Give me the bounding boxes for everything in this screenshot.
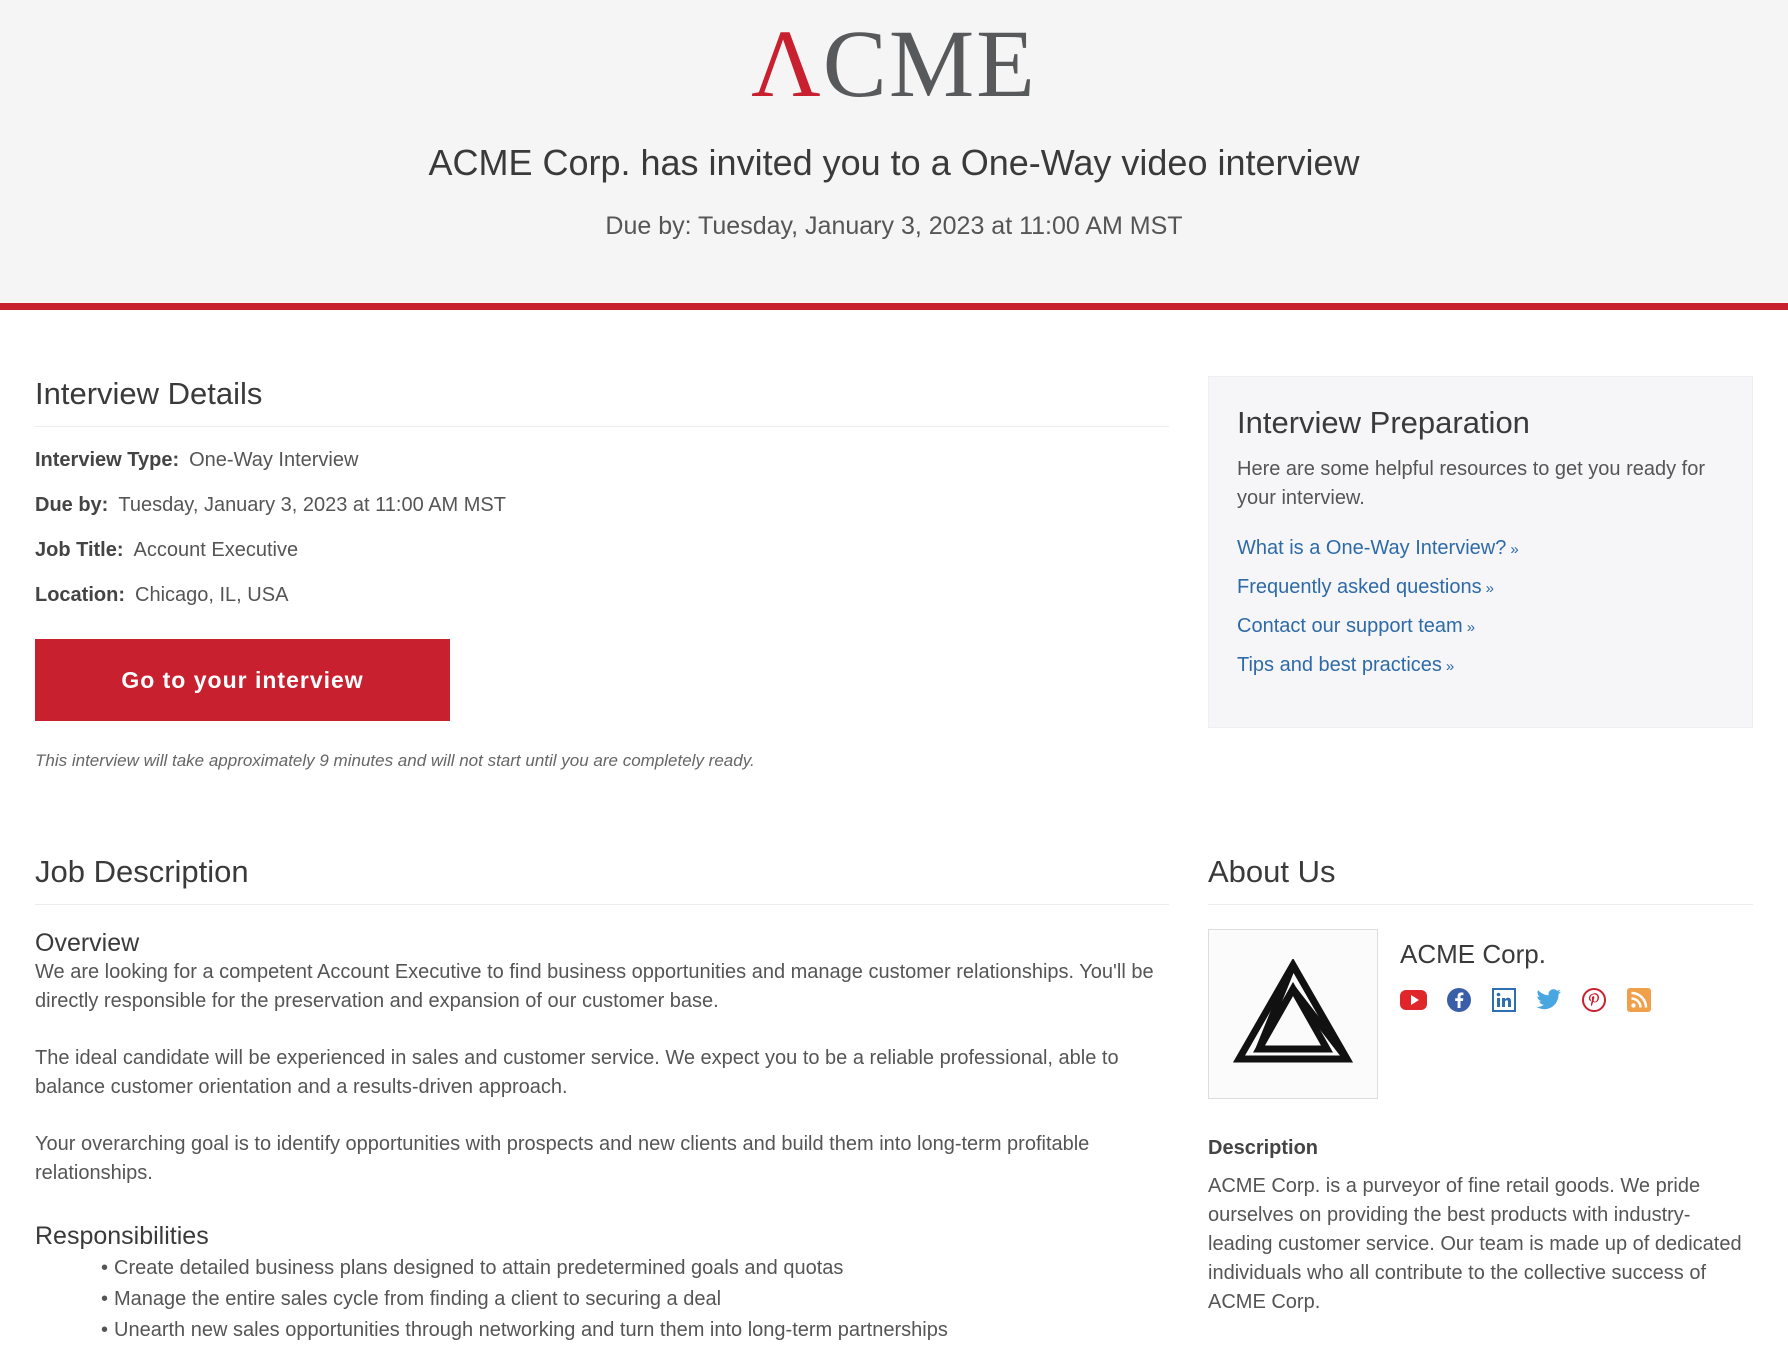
company-card (1208, 929, 1753, 1099)
overview-paragraph: We are looking for a competent Account Executive to find business opportunities and manage customer relationships. You'll be directly responsible for the preservation and expansion of our customer base. (35, 961, 1154, 1012)
interview-duration-note: This interview will take approximately 9 minutes and will not start until you are completely ready. (35, 751, 755, 770)
interview-details-title: Interview Details (35, 376, 1169, 427)
detail-due-by: Due by: Tuesday, January 3, 2023 at 11:00 AM MST (35, 494, 506, 516)
overview-paragraph: The ideal candidate will be experienced in sales and customer service. We expect you to be a reliable professional, able to balance customer orientation and a results-driven approach. (35, 1047, 1119, 1098)
list-item: • Unearth new sales opportunities through networking and turn them into long-term partnerships (101, 1315, 1169, 1346)
company-info (1400, 929, 1652, 1099)
youtube-icon[interactable] (1400, 986, 1427, 1013)
detail-location: Location: Chicago, IL, USA (35, 584, 289, 606)
detail-interview-type: Interview Type: One-Way Interview (35, 449, 359, 471)
link-what-is-one-way-interview[interactable]: What is a One-Way Interview? » (1237, 537, 1519, 559)
go-to-interview-button[interactable]: Go to your interview (35, 639, 450, 721)
description-label: Description (1208, 1137, 1319, 1159)
rss-icon[interactable] (1625, 986, 1652, 1013)
main-content (0, 310, 1788, 1356)
overview-paragraph: Your overarching goal is to identify opportunities with prospects and new clients and build them into long-term profitable relationships. (35, 1133, 1090, 1184)
about-us-title: About Us (1208, 854, 1753, 905)
link-tips-best-practices[interactable]: Tips and best practices » (1237, 654, 1455, 676)
acme-logo: ΛCME (751, 10, 1037, 117)
responsibilities-list (35, 1253, 1169, 1346)
job-description-title: Job Description (35, 854, 1169, 905)
social-links (1400, 986, 1652, 1013)
facebook-icon[interactable] (1445, 986, 1472, 1013)
detail-job-title: Job Title: Account Executive (35, 539, 299, 561)
overview-title: Overview (35, 929, 140, 957)
list-item: • Manage the entire sales cycle from finding a client to securing a deal (101, 1284, 1169, 1315)
about-us-section (1208, 854, 1753, 1317)
responsibilities-title: Responsibilities (35, 1222, 209, 1250)
header-due-date: Due by: Tuesday, January 3, 2023 at 11:00 AM MST (605, 212, 1183, 240)
linkedin-icon[interactable] (1490, 986, 1517, 1013)
job-description-section (35, 854, 1169, 1346)
pinterest-icon[interactable] (1580, 986, 1607, 1013)
preparation-box (1208, 376, 1753, 728)
page-header (0, 0, 1788, 310)
preparation-title: Interview Preparation (1237, 405, 1530, 440)
link-contact-support[interactable]: Contact our support team » (1237, 615, 1476, 637)
company-name: ACME Corp. (1400, 939, 1546, 969)
invite-headline: ACME Corp. has invited you to a One-Way video interview (428, 142, 1360, 183)
list-item: • Create detailed business plans designed to attain predetermined goals and quotas (101, 1253, 1169, 1284)
link-faq[interactable]: Frequently asked questions » (1237, 576, 1494, 598)
preparation-intro: Here are some helpful resources to get you ready for your interview. (1237, 458, 1706, 509)
interview-preparation-section (1208, 376, 1753, 728)
interview-details-section (35, 376, 1169, 771)
twitter-icon[interactable] (1535, 986, 1562, 1013)
penrose-triangle-logo-icon (1233, 959, 1353, 1069)
company-logo (1208, 929, 1378, 1099)
company-description: ACME Corp. is a purveyor of fine retail goods. We pride ourselves on providing the best products with industry-leading customer service. Our team is made up of dedicated individuals who all contribute to the collective success of ACME Corp. (1208, 1175, 1742, 1313)
